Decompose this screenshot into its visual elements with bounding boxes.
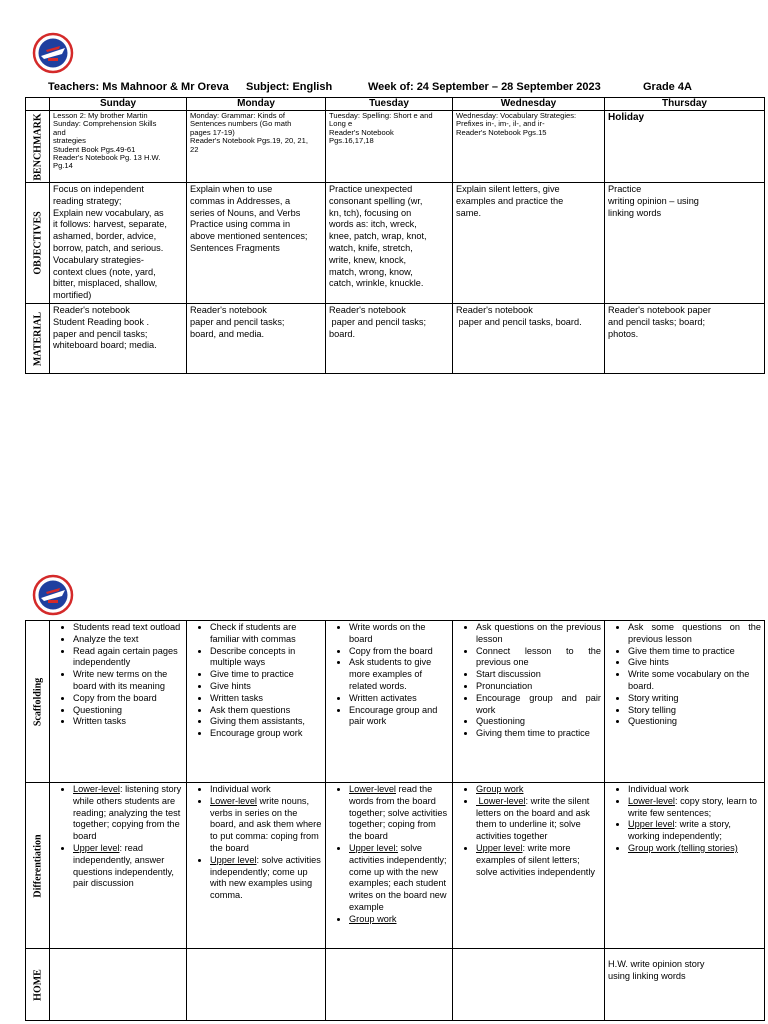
row-label-scaffolding: Scaffolding bbox=[26, 621, 50, 783]
differentiation-sunday: • Lower-level: listening story while others students are reading; analyzing the test together; copying from the board • Upper level: read independently, answer questions independently, pair discussion bbox=[50, 783, 187, 949]
day-tuesday: Tuesday bbox=[326, 98, 453, 111]
row-label-differentiation: Differentiation bbox=[26, 783, 50, 949]
scaffolding-sunday: • Students read text outload • Analyze the text • Read again certain pages independently • Write new terms on the board with its meaning • Copy from the board • Questioning • Written tasks bbox=[50, 621, 187, 783]
home-thursday: H.W. write opinion story using linking words bbox=[605, 949, 765, 1021]
home-wednesday bbox=[453, 949, 605, 1021]
objectives-thursday: Practice writing opinion – using linking words bbox=[605, 183, 765, 304]
row-label-objectives: OBJECTIVES bbox=[26, 183, 50, 304]
home-sunday bbox=[50, 949, 187, 1021]
home-row bbox=[26, 949, 765, 1021]
benchmark-wednesday: Wednesday: Vocabulary Strategies: Prefixes in-, im-, il-, and ir- Reader's Notebook Pgs.15 bbox=[453, 111, 605, 183]
row-label-home: HOME bbox=[26, 949, 50, 1021]
benchmark-sunday: Lesson 2: My brother Martin Sunday: Comprehension Skills and strategies Student Book Pgs.49-61 Reader's Notebook Pg. 13 H.W. Pg.14 bbox=[50, 111, 187, 183]
day-monday: Monday bbox=[187, 98, 326, 111]
benchmark-row bbox=[26, 111, 765, 183]
scaffolding-row bbox=[26, 621, 765, 783]
home-monday bbox=[187, 949, 326, 1021]
school-logo bbox=[32, 574, 74, 616]
material-sunday: Reader's notebook Student Reading book . paper and pencil tasks; whiteboard board; media. bbox=[50, 304, 187, 374]
benchmark-thursday: Holiday bbox=[605, 111, 765, 183]
lesson-plan-table-top bbox=[25, 97, 765, 374]
day-sunday: Sunday bbox=[50, 98, 187, 111]
lesson-plan-table-bottom bbox=[25, 620, 765, 1021]
differentiation-tuesday: • Lower-level read the words from the board together; solve activities together; coping from the board • Upper level: solve activities independently; come up with the new examples; each student writes on the board new example • Group work bbox=[326, 783, 453, 949]
material-monday: Reader's notebook paper and pencil tasks; board, and media. bbox=[187, 304, 326, 374]
material-wednesday: Reader's notebook paper and pencil tasks, board. bbox=[453, 304, 605, 374]
week-label: Week of: 24 September – 28 September 2023 bbox=[368, 81, 601, 93]
subject-label: Subject: English bbox=[246, 81, 333, 93]
objectives-wednesday: Explain silent letters, give examples and practice the same. bbox=[453, 183, 605, 304]
benchmark-monday: Monday: Grammar: Kinds of Sentences numbers (Go math pages 17-19) Reader's Notebook Pgs.19, 20, 21, 22 bbox=[187, 111, 326, 183]
lesson-plan-header bbox=[48, 81, 748, 97]
scaffolding-thursday: • Ask some questions on the previous lesson • Give them time to practice • Give hints • Write some vocabulary on the board. • Story writing • Story telling • Questioning bbox=[605, 621, 765, 783]
day-wednesday: Wednesday bbox=[453, 98, 605, 111]
grade-label: Grade 4A bbox=[643, 81, 692, 93]
differentiation-wednesday: • Group work • Lower-level: write the silent letters on the board and ask them to underline it; solve activities together • Upper level: write more examples of silent letters; solve activities independently bbox=[453, 783, 605, 949]
day-thursday: Thursday bbox=[605, 98, 765, 111]
row-label-benchmark: BENCHMARK bbox=[26, 111, 50, 183]
school-logo bbox=[32, 32, 74, 74]
objectives-monday: Explain when to use commas in Addresses, a series of Nouns, and Verbs Practice using comma in above mentioned sentences; Sentences Fragments bbox=[187, 183, 326, 304]
scaffolding-tuesday: • Write words on the board • Copy from the board • Ask students to give more examples of related words. • Written activates • Encourage group and pair work bbox=[326, 621, 453, 783]
home-tuesday bbox=[326, 949, 453, 1021]
row-label-material: MATERIAL bbox=[26, 304, 50, 374]
objectives-sunday: Focus on independent reading strategy; Explain new vocabulary, as it follows: harvest, separate, ashamed, border, advice, borrow, patch, and serious. Vocabulary strategies- context clues (note, yard, bitter, misplaced, shallow, mortified) bbox=[50, 183, 187, 304]
differentiation-row bbox=[26, 783, 765, 949]
benchmark-tuesday: Tuesday: Spelling: Short e and Long e Reader's Notebook Pgs.16,17,18 bbox=[326, 111, 453, 183]
scaffolding-wednesday: • Ask questions on the previous lesson • Connect lesson to the previous one • Start discussion • Pronunciation • Encourage group and pair work • Questioning • Giving them time to practice bbox=[453, 621, 605, 783]
material-row bbox=[26, 304, 765, 374]
teachers-label: Teachers: Ms Mahnoor & Mr Oreva bbox=[48, 81, 229, 93]
material-tuesday: Reader's notebook paper and pencil tasks; board. bbox=[326, 304, 453, 374]
differentiation-thursday: • Individual work • Lower-level: copy story, learn to write few sentences; • Upper level: write a story, working independently; • Group work (telling stories) bbox=[605, 783, 765, 949]
scaffolding-monday: • Check if students are familiar with commas • Describe concepts in multiple ways • Give time to practice • Give hints • Written tasks • Ask them questions • Giving them assistants, • Encourage group work bbox=[187, 621, 326, 783]
day-header-row bbox=[26, 98, 765, 111]
differentiation-monday: • Individual work • Lower-level write nouns, verbs in series on the board, and ask them where to put comma: coping from the board • Upper level: solve activities independently; come up with new examples using comma. bbox=[187, 783, 326, 949]
objectives-row bbox=[26, 183, 765, 304]
objectives-tuesday: Practice unexpected consonant spelling (wr, kn, tch), focusing on words as: itch, wreck, knee, patch, wrap, knot, watch, knife, stretch, write, knew, knock, match, wrong, know, catch, wrinkle, knuckle. bbox=[326, 183, 453, 304]
material-thursday: Reader's notebook paper and pencil tasks; board; photos. bbox=[605, 304, 765, 374]
